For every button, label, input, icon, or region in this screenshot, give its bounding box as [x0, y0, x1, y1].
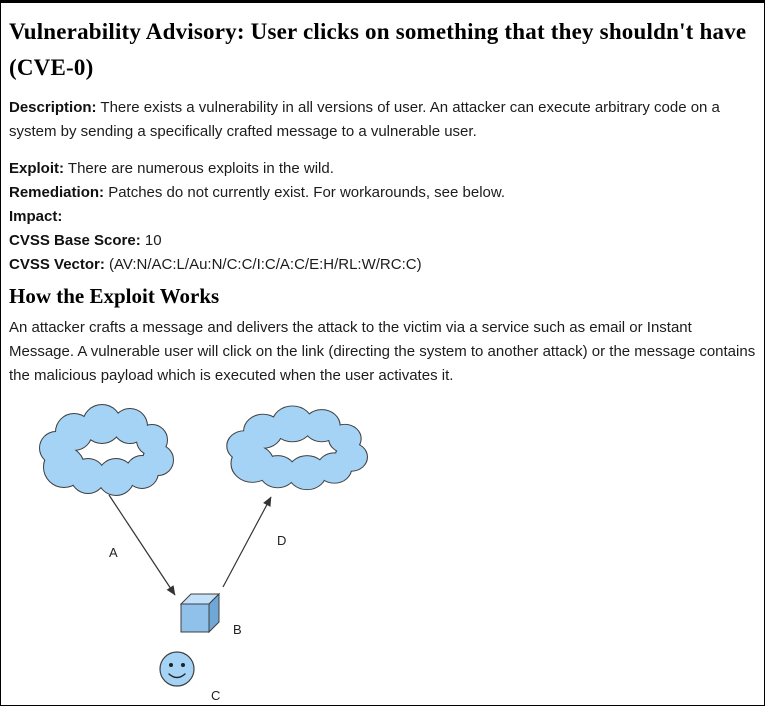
field-value: (AV:N/AC:L/Au:N/C:C/I:C/A:C/E:H/RL:W/RC:C): [109, 256, 422, 273]
page-title: Vulnerability Advisory: User clicks on something that they shouldn't have (CVE-0): [9, 19, 747, 80]
exploit-diagram: [9, 397, 756, 706]
cloud-icon: [227, 406, 367, 489]
arrow-a-icon: [109, 495, 175, 595]
field-label: Impact:: [9, 208, 63, 225]
advisory-fields: [9, 157, 756, 277]
cube-icon: [181, 594, 219, 632]
field-cvss-base-score: [9, 229, 756, 253]
diagram-label-a: A: [109, 545, 118, 560]
diagram-label-c: C: [211, 688, 221, 703]
field-value: There are numerous exploits in the wild.: [67, 160, 334, 177]
field-impact: [9, 205, 756, 229]
section-text: An attacker crafts a message and delivers the attack to the victim via a service such as email or Instant Message. A vulnerable user will click on the link (directing the system to another attack) or the message contains the malicious payload which is executed when the user activates it.: [9, 319, 756, 384]
arrow-d-icon: [223, 497, 271, 587]
field-label: Remediation:: [9, 184, 105, 201]
field-value: Patches do not currently exist. For workarounds, see below.: [108, 184, 506, 201]
description: [9, 96, 756, 144]
field-label: CVSS Vector:: [9, 256, 105, 273]
section-heading: How the Exploit Works: [9, 284, 220, 308]
description-text: There exists a vulnerability in all versions of user. An attacker can execute arbitrary code on a system by sending a specifically crafted message to a vulnerable user.: [9, 99, 720, 140]
smiley-icon: [160, 652, 194, 686]
diagram-label-b: B: [233, 622, 242, 637]
field-cvss-vector: [9, 253, 756, 277]
field-value: 10: [144, 232, 162, 249]
description-label: Description:: [9, 99, 97, 116]
field-remediation: [9, 181, 756, 205]
diagram-label-d: D: [277, 533, 287, 548]
field-label: CVSS Base Score:: [9, 232, 141, 249]
field-label: Exploit:: [9, 160, 64, 177]
field-exploit: [9, 157, 756, 181]
cloud-icon: [40, 405, 173, 495]
